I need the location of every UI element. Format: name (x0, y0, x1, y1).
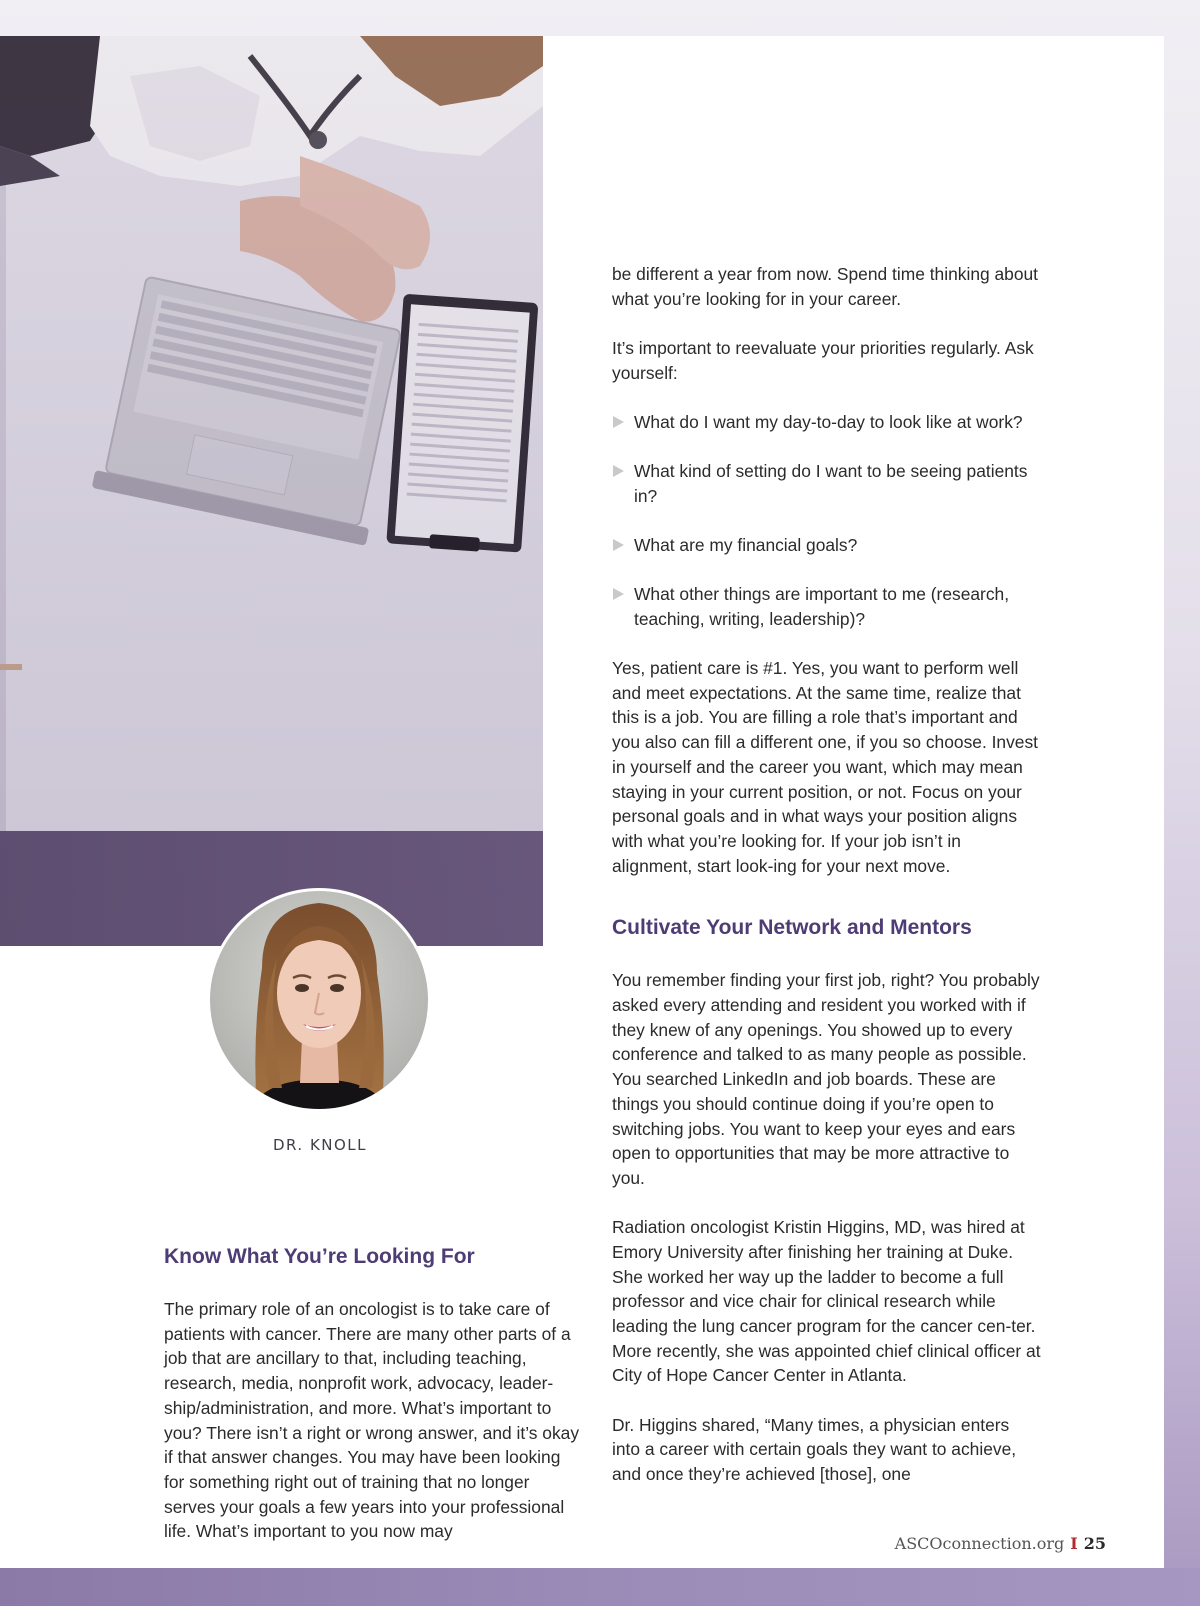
section-heading-know-what: Know What You’re Looking For (164, 1245, 475, 1268)
triangle-bullet-icon (613, 539, 624, 551)
list-item-text: What do I want my day-to-day to look like at work? (634, 411, 1023, 432)
page-number: 25 (1083, 1534, 1106, 1553)
section-heading-cultivate-network: Cultivate Your Network and Mentors (612, 916, 972, 940)
list-item (612, 410, 1042, 435)
list-item-text: What kind of setting do I want to be seeing patients in? (634, 461, 1028, 506)
body-paragraph: You remember finding your first job, right? You probably asked every attending and resident you worked with if they knew of any openings. You showed up to every conference and talked to as many people as possible. You searched LinkedIn and job boards. These are things you should continue doing if you’re open to switching jobs. You want to keep your eyes and ears open to opportunities that may be more attractive to you. (612, 970, 1040, 1188)
footer-separator: I (1070, 1534, 1078, 1553)
body-paragraph: The primary role of an oncologist is to take care of patients with cancer. There are many other parts of a job that are ancillary to that, including teaching, research, media, nonprofit work, advocacy, leader-ship/administration, and more. What’s important to you? There isn’t a right or wrong answer, and it’s okay if that answer changes. You may have been looking for something right out of training that no longer serves your goals a few years into your professional life. What’s important to you now may (164, 1299, 580, 1542)
triangle-bullet-icon (613, 416, 624, 428)
footer-site-link[interactable]: ASCOconnection.org (894, 1534, 1065, 1553)
body-paragraph: It’s important to reevaluate your priorities regularly. Ask yourself: (612, 337, 1034, 383)
triangle-bullet-icon (613, 465, 624, 477)
left-text-column (164, 1243, 584, 1569)
magazine-page (0, 36, 1164, 1568)
body-paragraph: Radiation oncologist Kristin Higgins, MD, was hired at Emory University after finishing her training at Duke. She worked her way up the ladder to become a full professor and vice chair for clinical research while leading the lung cancer program for the cancer cen-ter. More recently, she was appointed chief clinical officer at City of Hope Cancer Center in Atlanta. (612, 1217, 1041, 1386)
list-item-text: What are my financial goals? (634, 534, 858, 555)
portrait-photo-dr-knoll (207, 888, 431, 1112)
list-item (612, 582, 1042, 631)
body-paragraph: be different a year from now. Spend time thinking about what you’re looking for in your career. (612, 264, 1039, 309)
question-list (612, 410, 1042, 632)
body-paragraph: Yes, patient care is #1. Yes, you want to perform well and meet expectations. At the same time, realize that this is a job. You are filling a role that’s important and you also can fill a different one, if you so choose. Invest in yourself and the career you want, which may mean staying in your current position, or not. Focus on your personal goals and in what ways your position aligns with what you’re looking for. If your job isn’t in alignment, start look-ing for your next move. (612, 658, 1039, 876)
portrait-caption: DR. KNOLL (272, 1136, 368, 1154)
body-paragraph: Dr. Higgins shared, “Many times, a physician enters into a career with certain goals they want to achieve, and once they’re achieved [those], one (612, 1414, 1017, 1485)
triangle-bullet-icon (613, 588, 624, 600)
list-item (612, 533, 1042, 558)
list-item-text: What other things are important to me (research, teaching, writing, leadership)? (634, 584, 1010, 629)
page-footer (895, 1534, 1106, 1553)
right-text-column (612, 262, 1042, 1511)
bottom-color-band (0, 1568, 1200, 1606)
header-photo-doctor-laptop (0, 36, 543, 946)
list-item (612, 459, 1042, 508)
